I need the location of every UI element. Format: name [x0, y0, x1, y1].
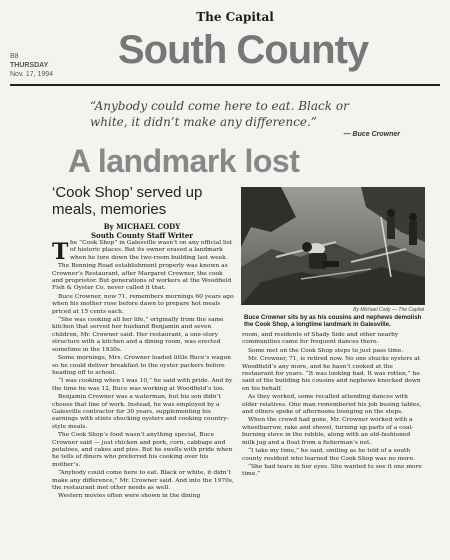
article-body-left — [52, 240, 234, 552]
article-headline: A landmark lost — [68, 143, 300, 179]
photo-credit: By Michael Cody — The Capital — [353, 307, 424, 313]
pull-quote-attribution: — Buce Crowner — [343, 131, 400, 138]
paragraph: The Cook Shop’s food wasn’t anything special, Buce Crowner said — just chicken and pork, corn, cabbage and potatoes, and cakes and pies. But he swells with pride when he tells of diners who preferred his cooking over his mother’s. — [52, 432, 233, 468]
paragraph: he “Cook Shop” in Galesville wasn’t on any official list of historic places. But its owner erased a landmark when he tore down the two-room building last week. — [70, 240, 233, 261]
paragraph: “She had tears in her eyes. She wanted to see it one more time.” — [242, 463, 422, 478]
pull-quote: “Anybody could come here to eat. Black or white, it didn’t make any difference.” — [90, 99, 349, 129]
drop-cap: T — [52, 239, 69, 265]
paragraph: Mr. Crowner, 71, is retired now. No one shucks oysters at Woodfield’s any more, and he hasn’t cooked at the restaurant for years. “It was looking bad. It was rotten,” he said of the building his cousins and nephews knocked down on his behalf. — [242, 356, 421, 392]
byline-role: South County Staff Writer — [90, 231, 193, 240]
paragraph: “I take my time,” he said, smiling as he told of a south county resident who learned the Cook Shop was no more. — [242, 448, 415, 462]
paragraph: “I was cooking when I was 10,” he said with pride. And by the time he was 12, Buce was working at Woodfield’s too. — [52, 378, 233, 392]
paragraph: Some mornings, Mrs. Crowner loaded little Buce’s wagon so he could deliver breakfast to the oyster packers before heading off to school. — [52, 355, 231, 376]
paragraph: room, and residents of Shady Side and other nearby communities came for frequent dances there. — [242, 332, 399, 346]
section-title: South County — [118, 28, 369, 72]
article-subhead: ‘Cook Shop’ served up meals, memories — [52, 184, 203, 218]
byline-author: By MICHAEL CODY — [103, 222, 181, 231]
day-label: THURSDAY — [10, 62, 49, 69]
demolition-photo — [241, 187, 425, 305]
paragraph: As they worked, some recalled attending dances with older relatives. One man remembered his job busing tables, and others spoke of afternoons lounging on the steps. — [242, 394, 422, 416]
paragraph: “Anybody could come here to eat. Black or white, it didn’t make any difference,” Mr. Crowner said. And into the 1970s, the restaurant met other needs as well. — [52, 470, 234, 491]
article-body-right — [242, 332, 422, 554]
page-number: B8 — [10, 53, 19, 60]
date-label: Nov. 17, 1994 — [10, 71, 54, 78]
paragraph: When the crowd had gone, Mr. Crowner worked with a wheelbarrow, rake and shovel, turning up parts of a coal-burning stove in the rubble, along with an old-fashioned milk jug and a float from a fisherman’s net. — [242, 417, 414, 446]
paragraph: The Benning Road establishment properly was known as Crowner’s Restaurant, after Margaret Crowner, the cook and proprietor. But generations of workers at the Woodfield Fish & Oyster Co. never called it that. — [52, 263, 232, 292]
newspaper-masthead: The Capital — [196, 10, 274, 24]
paragraph: Some met on the Cook Shop steps to just pass time. — [248, 347, 404, 354]
byline — [52, 222, 232, 240]
paragraph: Western movies often were shown in the dining — [58, 493, 201, 500]
paragraph: “She was cooking all her life,” originally from the same kitchen that served her husband Benjamin and seven children, Mr. Crowner said. Her restaurant, a one-story structure with a kitchen and a dining room, was erected sometime in the 1930s. — [52, 317, 224, 353]
photo-caption: Buce Crowner sits by as his cousins and nephews demolish the Cook Shop, a longtime landmark in Galesville. — [244, 314, 422, 329]
paragraph: Benjamin Crowner was a waterman, but his son didn’t choose that line of work. Instead, he was employed by a Galesville contractor for 30 years, supplementing his earnings with stints shucking oysters and cooking country-style meals. — [52, 394, 229, 430]
header-rule — [10, 84, 440, 86]
photo-illustration — [241, 187, 425, 305]
paragraph: Buce Crowner, now 71, remembers mornings 60 years ago when his mother rose before dawn to prepare hot meals priced at 15 cents each. — [52, 293, 234, 315]
